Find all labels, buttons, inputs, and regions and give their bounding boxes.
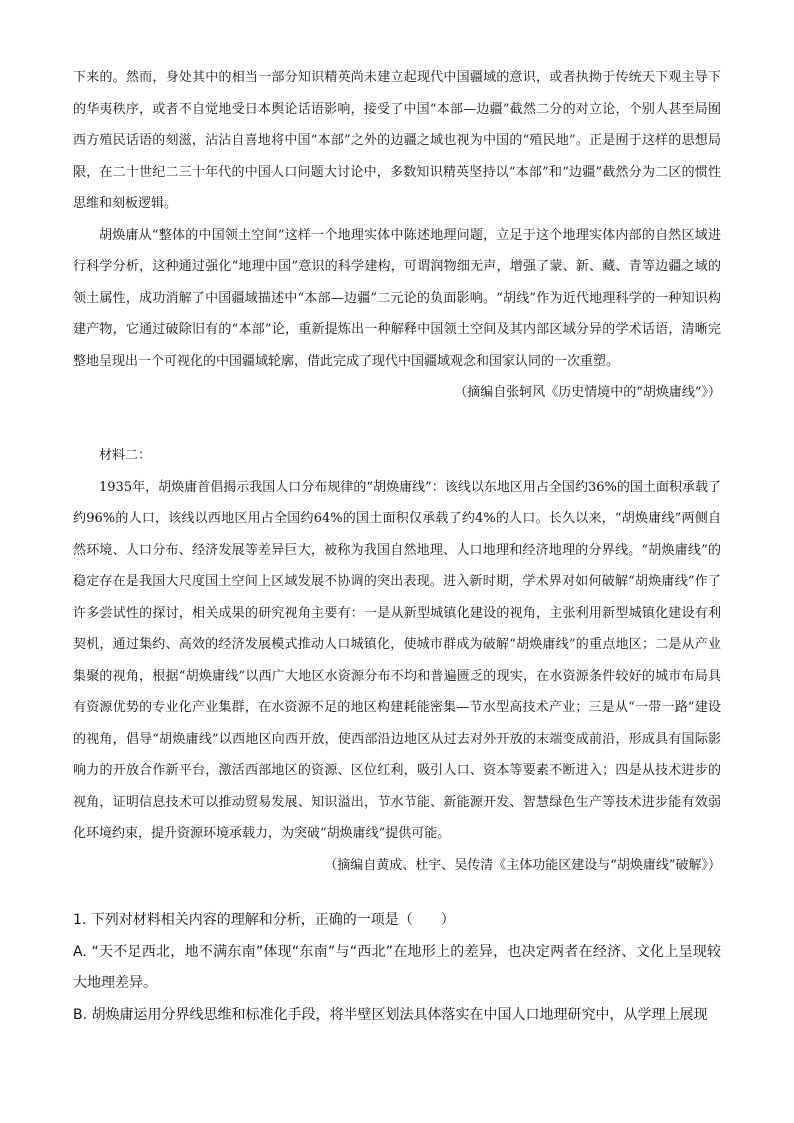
material-two-paragraph: 1935年，胡焕庸首倡揭示我国人口分布规律的“胡焕庸线”：该线以东地区用占全国约36%的国土面积承载了约96%的人口，该线以西地区用占全国约64%的国土面积仅承载了约4%的人口。长久以来，“胡焕庸线”两侧自然环境、人口分布、经济发展等差异巨大，被称为我国自然地理、人口地理和经济地理的分界线。“胡焕庸线”的稳定存在是我国大尺度国土空间上区域发展不协调的突出表现。进入新时期，学术界对如何破解“胡焕庸线”作了许多尝试性的探讨，相关成果的研究视角主要有：一是从新型城镇化建设的视角，主张利用新型城镇化建设有利契机，通过集约、高效的经济发展模式推动人口城镇化，使城市群成为破解“胡焕庸线”的重点地区；二是从产业集聚的视角，根据“胡焕庸线”以西广大地区水资源分布不均和普遍匮乏的现实，在水资源条件较好的城市布局具有资源优势的专业化产业集群，在水资源不足的地区构建耗能密集—节水型高技术产业；三是从“一带一路”建设的视角，倡导“胡焕庸线”以西地区向西开放，使西部沿边地区从过去对外开放的末端变成前沿，形成具有国际影响力的开放合作新平台，激活西部地区的资源、区位红利，吸引人口、资本等要素不断进入；四是从技术进步的视角，证明信息技术可以推动贸易发展、知识溢出，节水节能、新能源开发、智慧绿色生产等技术进步能有效弱化环境约束，提升资源环境承载力，为突破“胡焕庸线”提供可能。: [73, 479, 721, 841]
material-two-source: （摘编自黄成、杜宇、吴传清《主体功能区建设与“胡焕庸线”破解》）: [324, 857, 721, 873]
material-two-label: 材料二：: [99, 448, 152, 463]
material-one-source: （摘编自张轲风《历史情境中的“胡焕庸线”》）: [454, 385, 721, 400]
material-one-paragraph-2: 胡焕庸从“整体的中国领土空间”这样一个地理实体中陈述地理问题，立足于这个地理实体内部的自然区域进行科学分析，这种通过强化“地理中国”意识的科学建构，可谓润物细无声，增强了蒙、新、藏、青等边疆之域的领土属性，成功消解了中国疆域描述中“本部—边疆”二元论的负面影响。“胡线”作为近代地理科学的一种知识构建产物，它通过破除旧有的“本部”论，重新提炼出一种解释中国领土空间及其内部区域分异的学术话语，清晰完整地呈现出一个可视化的中国疆域轮廓，借此完成了现代中国疆域观念和国家认同的一次重塑。: [73, 227, 721, 369]
option-a: A. “天不足西北，地不满东南”体现“东南”与“西北”在地形上的差异，也决定两者在经济、文化上呈现较大地理差异。: [73, 943, 721, 991]
material-one-section: [73, 62, 721, 409]
question-stem: 1. 下列对材料相关内容的理解和分析，正确的一项是（ ）: [73, 912, 455, 928]
question-section: [73, 905, 721, 1031]
material-one-paragraph-1: 下来的。然而，身处其中的相当一部分知识精英尚未建立起现代中国疆域的意识，或者执拗于传统天下观主导下的华夷秩序，或者不自觉地受日本舆论话语影响，接受了中国“本部—边疆”截然二分的对立论，个别人甚至局囿西方殖民话语的刻滋，沾沾自喜地将中国“本部”之外的边疆之域也视为中国的“殖民地”。正是囿于这样的思想局限，在二十世纪二三十年代的中国人口问题大讨论中，多数知识精英坚持以“本部”和“边疆”截然分为二区的惯性思维和刻板逻辑。: [73, 70, 721, 211]
material-two-section: [73, 440, 721, 881]
option-b: B. 胡焕庸运用分界线思维和标准化手段，将半壁区划法具体落实在中国人口地理研究中，从学理上展现: [73, 1006, 708, 1023]
